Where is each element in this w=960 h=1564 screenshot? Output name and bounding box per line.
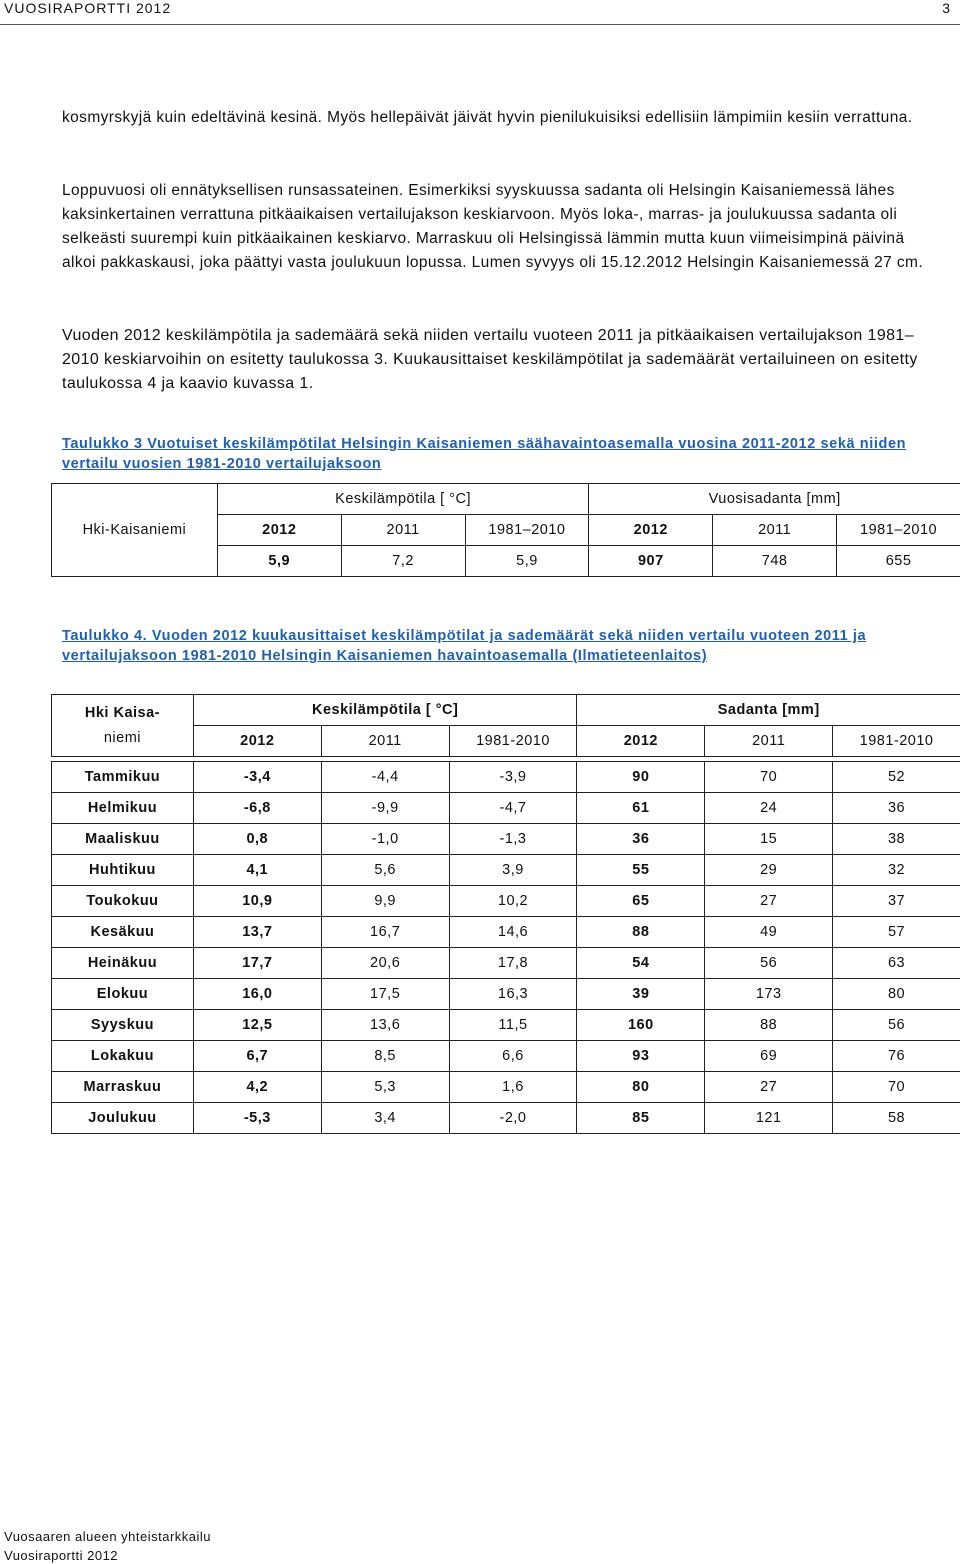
station-label-line2: niemi bbox=[103, 729, 142, 746]
temp-2011-cell: 9,9 bbox=[321, 886, 449, 917]
temp-2011-cell: 3,4 bbox=[321, 1103, 449, 1134]
precip-2012-cell: 160 bbox=[577, 1010, 705, 1041]
annual-table bbox=[51, 483, 960, 577]
precip-2012-cell: 65 bbox=[577, 886, 705, 917]
precip-ref-cell: 70 bbox=[833, 1072, 960, 1103]
year-header: 2012 bbox=[589, 515, 713, 546]
temp-ref-cell: 3,9 bbox=[449, 855, 577, 886]
precip-2012-cell: 54 bbox=[577, 948, 705, 979]
temp-2012-cell: -6,8 bbox=[193, 793, 321, 824]
table-cell: 655 bbox=[837, 546, 960, 577]
month-cell: Tammikuu bbox=[52, 762, 194, 793]
year-header: 1981-2010 bbox=[833, 726, 960, 757]
station-label-line1: Hki Kaisa- bbox=[84, 704, 160, 721]
temp-2011-cell: 20,6 bbox=[321, 948, 449, 979]
paragraph-2: Loppuvuosi oli ennätyksellisen runsassateinen. Esimerkiksi syyskuussa sadanta oli Helsingin Kaisaniemessä lähes kaksinkertainen verrattuna pitkäaikaisen vertailujakson keskiarvoon. Myös loka-, marras- ja joulukuussa sadanta oli selkeästi suurempi kuin pitkäaikainen keskiarvo. Marraskuu oli Helsingissä lämmin mutta kuun viimeisimpinä päivinä alkoi pakkaskausi, joka päättyi vasta joulukuun lopussa. Lumen syvyys oli 15.12.2012 Helsingin Kaisaniemessä 27 cm. bbox=[62, 182, 924, 271]
month-cell: Toukokuu bbox=[52, 886, 194, 917]
temp-2012-cell: 13,7 bbox=[193, 917, 321, 948]
precip-ref-cell: 57 bbox=[833, 917, 960, 948]
precip-2011-cell: 49 bbox=[705, 917, 833, 948]
temp-2011-cell: 8,5 bbox=[321, 1041, 449, 1072]
temp-ref-cell: -4,7 bbox=[449, 793, 577, 824]
precip-2011-cell: 121 bbox=[705, 1103, 833, 1134]
header-title: VUOSIRAPORTTI 2012 bbox=[4, 0, 172, 16]
temp-2012-cell: 10,9 bbox=[193, 886, 321, 917]
month-cell: Kesäkuu bbox=[52, 917, 194, 948]
temp-2012-cell: 6,7 bbox=[193, 1041, 321, 1072]
month-cell: Elokuu bbox=[52, 979, 194, 1010]
temp-2012-cell: 12,5 bbox=[193, 1010, 321, 1041]
table-row bbox=[52, 824, 960, 855]
temp-2012-cell: 0,8 bbox=[193, 824, 321, 855]
table3-caption: Taulukko 3 Vuotuiset keskilämpötilat Helsingin Kaisaniemen säähavaintoasemalla vuosina 2011-2012 sekä niiden vertailu vuosien 1981-2010 vertailujaksoon bbox=[62, 436, 907, 472]
temp-ref-cell: 11,5 bbox=[449, 1010, 577, 1041]
year-header: 2011 bbox=[321, 726, 449, 757]
temp-ref-cell: 1,6 bbox=[449, 1072, 577, 1103]
month-cell: Helmikuu bbox=[52, 793, 194, 824]
precip-ref-cell: 32 bbox=[833, 855, 960, 886]
table-row bbox=[52, 793, 960, 824]
year-header: 2011 bbox=[713, 515, 837, 546]
month-cell: Joulukuu bbox=[52, 1103, 194, 1134]
year-header: 2012 bbox=[577, 726, 705, 757]
precip-2012-cell: 61 bbox=[577, 793, 705, 824]
table-cell: 7,2 bbox=[341, 546, 465, 577]
precip-ref-cell: 80 bbox=[833, 979, 960, 1010]
precip-ref-cell: 37 bbox=[833, 886, 960, 917]
temp-ref-cell: 6,6 bbox=[449, 1041, 577, 1072]
temp-2012-cell: -5,3 bbox=[193, 1103, 321, 1134]
precip-2011-cell: 15 bbox=[705, 824, 833, 855]
temp-2012-cell: 16,0 bbox=[193, 979, 321, 1010]
year-header: 2011 bbox=[341, 515, 465, 546]
precip-ref-cell: 52 bbox=[833, 762, 960, 793]
temp-2012-cell: 4,1 bbox=[193, 855, 321, 886]
table-row bbox=[52, 886, 960, 917]
table-row bbox=[52, 1103, 960, 1134]
monthly-table bbox=[51, 694, 960, 1134]
paragraph-1: kosmyrskyjä kuin edeltävinä kesinä. Myös hellepäivät jäivät hyvin pienilukuisiksi edellisiin lämpimiin kesiin verrattuna. bbox=[62, 109, 913, 126]
year-header: 2012 bbox=[193, 726, 321, 757]
table-cell: 5,9 bbox=[217, 546, 341, 577]
temp-group-header: Keskilämpötila [ °C] bbox=[193, 695, 577, 726]
temp-ref-cell: 14,6 bbox=[449, 917, 577, 948]
temp-2011-cell: -1,0 bbox=[321, 824, 449, 855]
temp-2012-cell: -3,4 bbox=[193, 762, 321, 793]
precip-2012-cell: 88 bbox=[577, 917, 705, 948]
precip-ref-cell: 76 bbox=[833, 1041, 960, 1072]
precip-2012-cell: 85 bbox=[577, 1103, 705, 1134]
precip-2011-cell: 173 bbox=[705, 979, 833, 1010]
temp-2011-cell: -4,4 bbox=[321, 762, 449, 793]
precip-2011-cell: 27 bbox=[705, 1072, 833, 1103]
temp-2011-cell: 16,7 bbox=[321, 917, 449, 948]
table-row bbox=[52, 917, 960, 948]
table-cell: 748 bbox=[713, 546, 837, 577]
temp-2011-cell: 5,3 bbox=[321, 1072, 449, 1103]
table-row bbox=[52, 695, 960, 726]
temp-ref-cell: 17,8 bbox=[449, 948, 577, 979]
table-row bbox=[52, 979, 960, 1010]
precip-2012-cell: 39 bbox=[577, 979, 705, 1010]
precip-2011-cell: 70 bbox=[705, 762, 833, 793]
footer-line-2: Vuosiraportti 2012 bbox=[4, 1548, 119, 1563]
precip-2012-cell: 55 bbox=[577, 855, 705, 886]
precip-2011-cell: 29 bbox=[705, 855, 833, 886]
table-row bbox=[52, 546, 960, 577]
temp-2012-cell: 17,7 bbox=[193, 948, 321, 979]
paragraph-3: Vuoden 2012 keskilämpötila ja sademäärä sekä niiden vertailu vuoteen 2011 ja pitkäaikaisen vertailujakson 1981–2010 keskiarvoihin on esitetty taulukossa 3. Kuukausittaiset keskilämpötilat ja sademäärät vertailuineen on esitetty taulukossa 4 ja kaavio kuvassa 1. bbox=[62, 327, 918, 392]
table-row bbox=[52, 762, 960, 793]
precip-2012-cell: 93 bbox=[577, 1041, 705, 1072]
precip-2012-cell: 80 bbox=[577, 1072, 705, 1103]
temp-ref-cell: 10,2 bbox=[449, 886, 577, 917]
table-cell: 907 bbox=[589, 546, 713, 577]
month-cell: Huhtikuu bbox=[52, 855, 194, 886]
precip-2012-cell: 36 bbox=[577, 824, 705, 855]
station-label: Hki-Kaisaniemi bbox=[52, 515, 218, 546]
precip-2011-cell: 24 bbox=[705, 793, 833, 824]
table4-caption: Taulukko 4. Vuoden 2012 kuukausittaiset keskilämpötilat ja sademäärät sekä niiden vertailu vuoteen 2011 ja vertailujaksoon 1981-2010 Helsingin Kaisaniemen havaintoasemalla (Ilmatieteenlaitos) bbox=[62, 628, 867, 664]
table-cell bbox=[52, 484, 218, 515]
month-cell: Maaliskuu bbox=[52, 824, 194, 855]
temp-2011-cell: 13,6 bbox=[321, 1010, 449, 1041]
temp-ref-cell: -2,0 bbox=[449, 1103, 577, 1134]
precip-2011-cell: 27 bbox=[705, 886, 833, 917]
table-row bbox=[52, 948, 960, 979]
year-header: 1981–2010 bbox=[465, 515, 589, 546]
precip-group-header: Vuosisadanta [mm] bbox=[589, 484, 960, 515]
table-row bbox=[52, 1041, 960, 1072]
precip-ref-cell: 36 bbox=[833, 793, 960, 824]
page-header bbox=[0, 0, 960, 25]
table-cell: 5,9 bbox=[465, 546, 589, 577]
station-label bbox=[52, 695, 194, 757]
monthly-table-body bbox=[52, 762, 960, 1134]
temp-2011-cell: -9,9 bbox=[321, 793, 449, 824]
temp-ref-cell: 16,3 bbox=[449, 979, 577, 1010]
table-cell bbox=[52, 546, 218, 577]
precip-ref-cell: 63 bbox=[833, 948, 960, 979]
precip-ref-cell: 56 bbox=[833, 1010, 960, 1041]
table-row bbox=[52, 1072, 960, 1103]
table-row bbox=[52, 515, 960, 546]
temp-group-header: Keskilämpötila [ °C] bbox=[217, 484, 589, 515]
temp-2012-cell: 4,2 bbox=[193, 1072, 321, 1103]
month-cell: Heinäkuu bbox=[52, 948, 194, 979]
year-header: 2012 bbox=[217, 515, 341, 546]
footer-line-1: Vuosaaren alueen yhteistarkkailu bbox=[4, 1529, 212, 1544]
temp-2011-cell: 17,5 bbox=[321, 979, 449, 1010]
precip-ref-cell: 38 bbox=[833, 824, 960, 855]
table-row bbox=[52, 1010, 960, 1041]
precip-2012-cell: 90 bbox=[577, 762, 705, 793]
month-cell: Marraskuu bbox=[52, 1072, 194, 1103]
temp-ref-cell: -1,3 bbox=[449, 824, 577, 855]
precip-2011-cell: 88 bbox=[705, 1010, 833, 1041]
month-cell: Lokakuu bbox=[52, 1041, 194, 1072]
table-row bbox=[52, 855, 960, 886]
page-number: 3 bbox=[942, 0, 950, 16]
precip-2011-cell: 56 bbox=[705, 948, 833, 979]
table-row bbox=[52, 484, 960, 515]
year-header: 1981–2010 bbox=[837, 515, 960, 546]
precip-ref-cell: 58 bbox=[833, 1103, 960, 1134]
precip-group-header: Sadanta [mm] bbox=[577, 695, 960, 726]
temp-ref-cell: -3,9 bbox=[449, 762, 577, 793]
precip-2011-cell: 69 bbox=[705, 1041, 833, 1072]
year-header: 2011 bbox=[705, 726, 833, 757]
year-header: 1981-2010 bbox=[449, 726, 577, 757]
temp-2011-cell: 5,6 bbox=[321, 855, 449, 886]
month-cell: Syyskuu bbox=[52, 1010, 194, 1041]
